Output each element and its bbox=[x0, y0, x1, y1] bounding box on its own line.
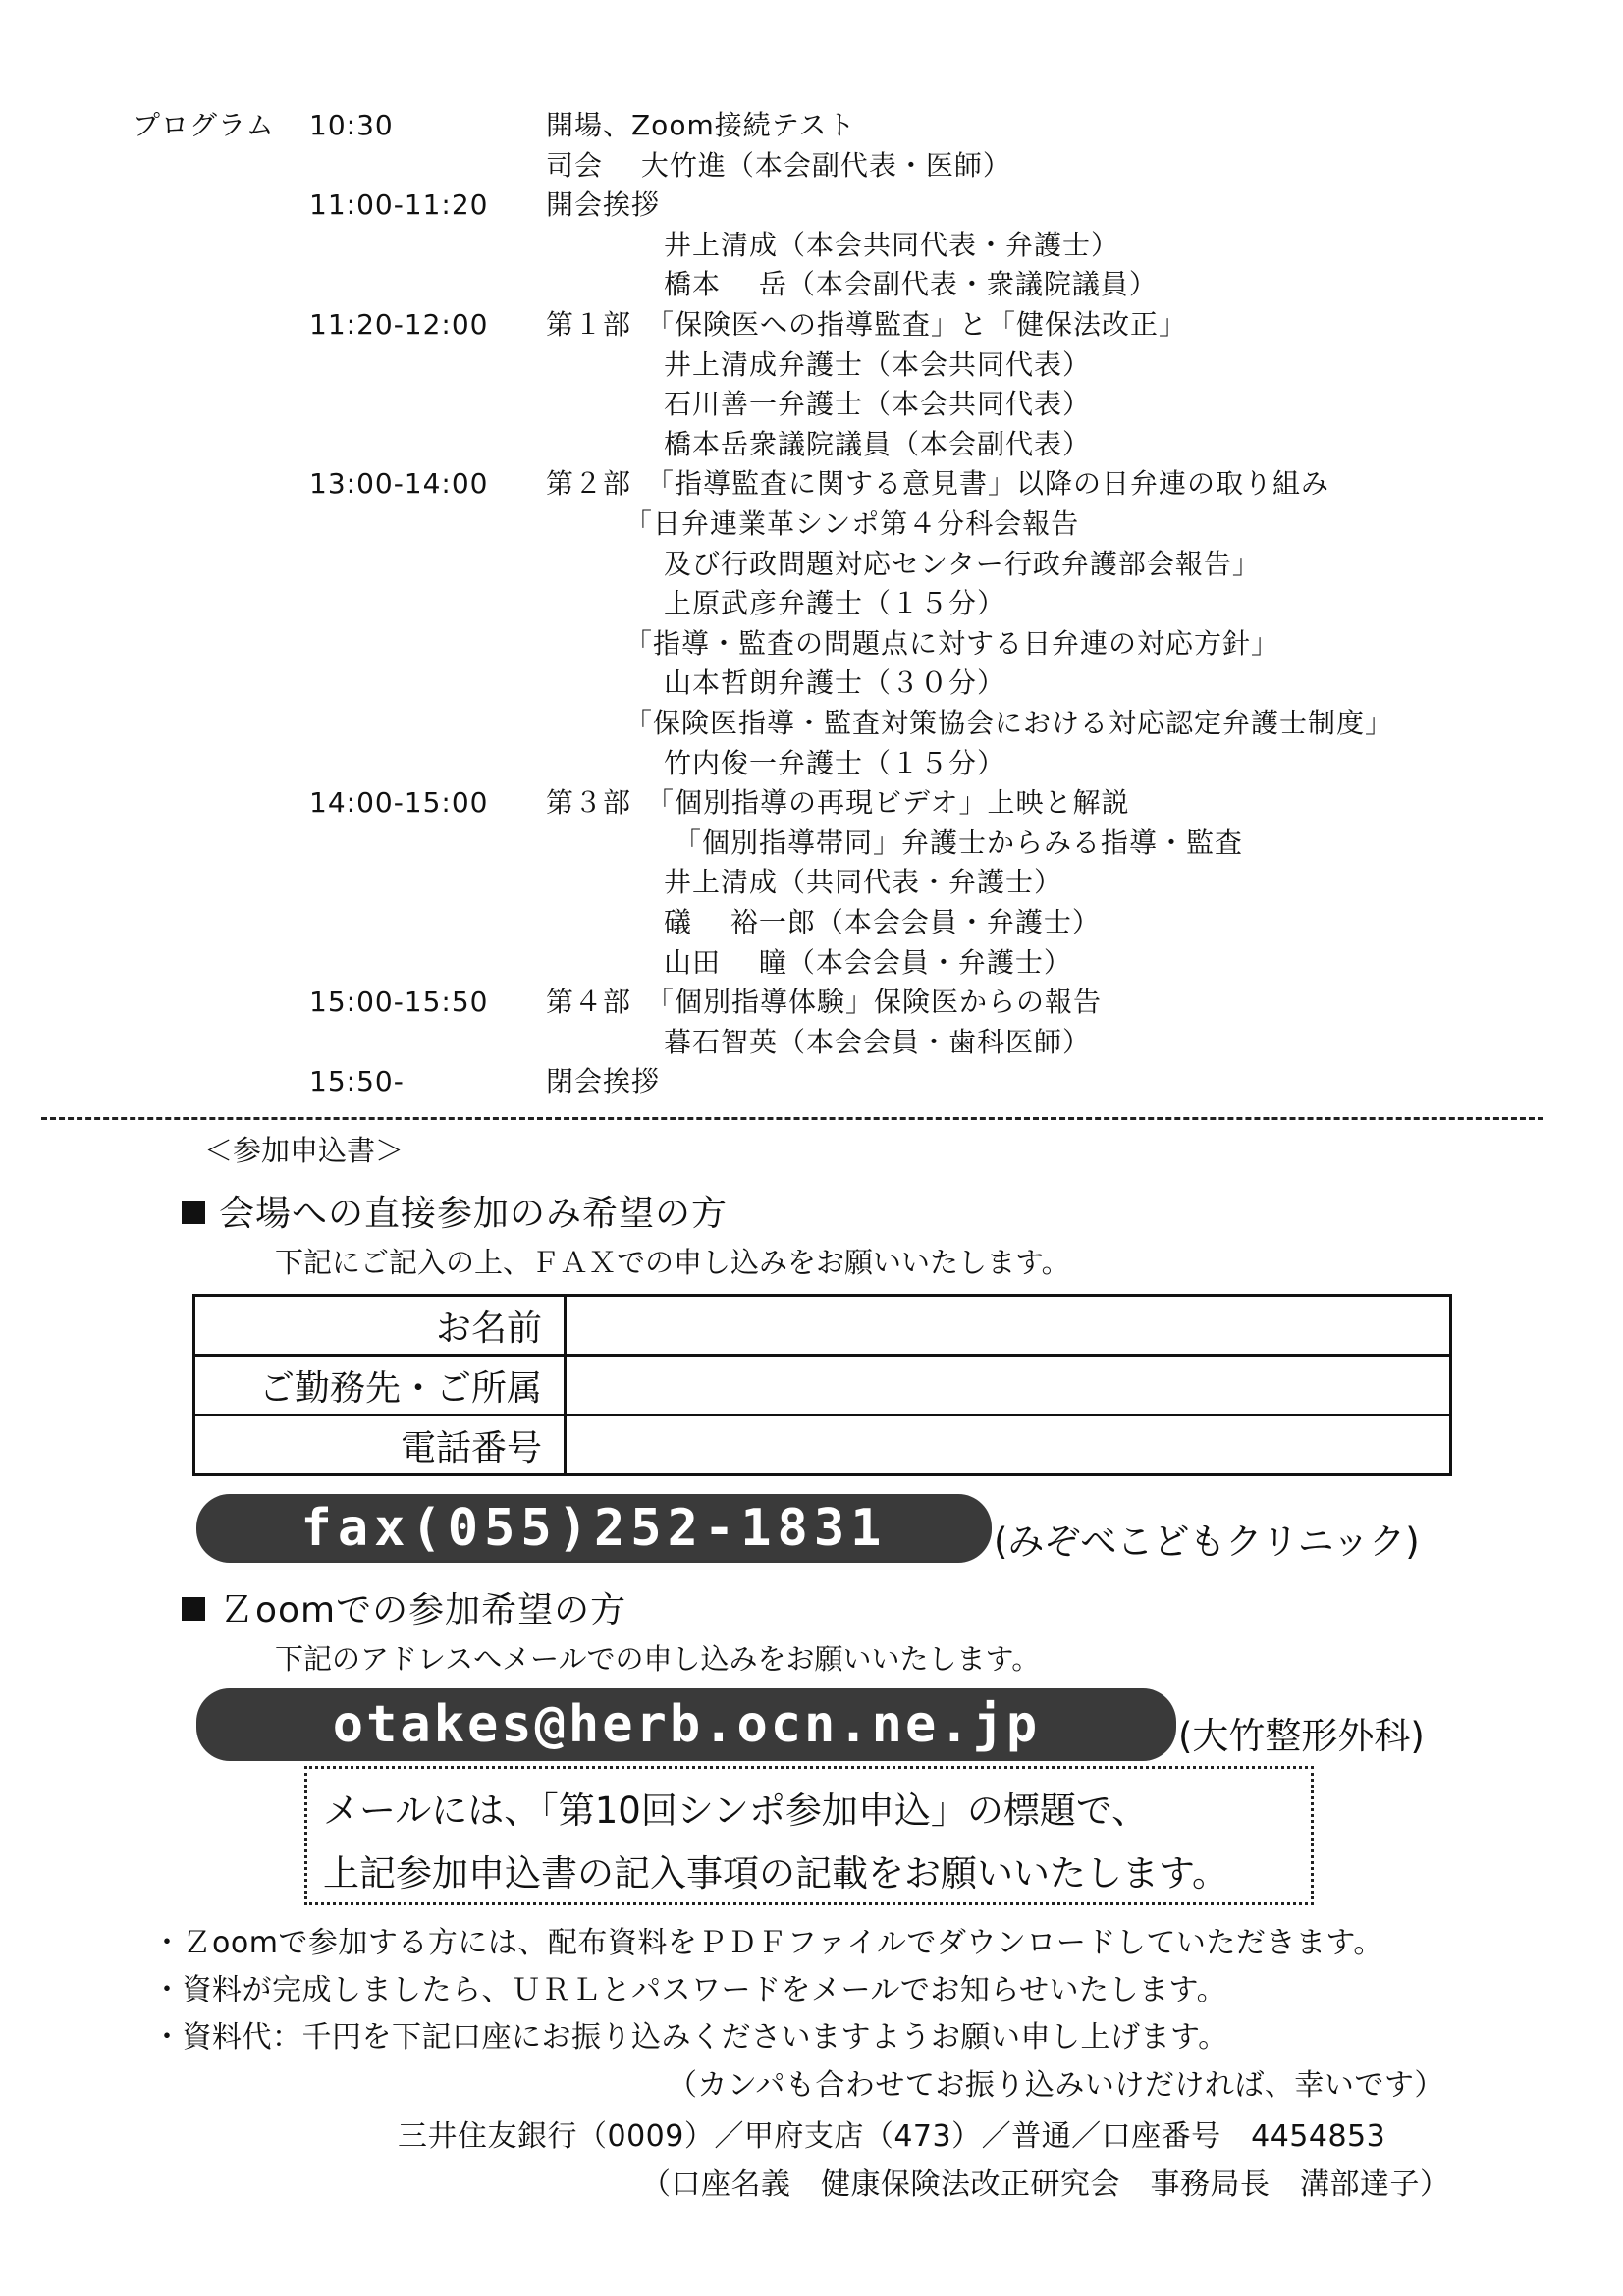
email-note: (大竹整形外科) bbox=[1178, 1715, 1425, 1757]
field-input-phone[interactable] bbox=[566, 1415, 1451, 1475]
zoom-instruction: 下記のアドレスへメールでの申し込みをお願いいたします。 bbox=[275, 1642, 1041, 1676]
zoom-heading-text: Ｚoomでの参加希望の方 bbox=[219, 1590, 627, 1630]
form-row-affiliation bbox=[194, 1356, 1451, 1415]
note-kampa: （カンパも合わせてお振り込みいけだければ、幸いです） bbox=[668, 2068, 1444, 2103]
note-pdf-download: ・Ｚoomで参加する方には、配布資料をＰＤＦファイルでダウンロードしていただきます。 bbox=[152, 1926, 1383, 1960]
program-time: 15:50- bbox=[309, 1065, 405, 1097]
square-bullet-icon bbox=[182, 1597, 205, 1621]
venue-instruction: 下記にご記入の上、ＦＡＸでの申し込みをお願いいたします。 bbox=[275, 1246, 1070, 1279]
field-label-name: お名前 bbox=[194, 1296, 566, 1356]
field-label-phone: 電話番号 bbox=[194, 1415, 566, 1475]
fax-note: (みぞべこどもクリニック) bbox=[994, 1521, 1420, 1563]
program-time: 13:00-14:00 bbox=[309, 467, 489, 500]
mail-instruction-box bbox=[304, 1766, 1314, 1905]
form-row-phone bbox=[194, 1415, 1451, 1475]
field-input-name[interactable] bbox=[566, 1296, 1451, 1356]
program-item: 第２部 「指導監査に関する意見書」以降の日弁連の取り組み bbox=[546, 467, 1330, 500]
program-time: 11:20-12:00 bbox=[309, 308, 489, 341]
form-row-name bbox=[194, 1296, 1451, 1356]
program-item: 井上清成弁護士（本会共同代表） bbox=[664, 348, 1092, 381]
account-holder: （口座名義 健康保険法改正研究会 事務局長 溝部達子） bbox=[641, 2167, 1450, 2202]
dashed-divider bbox=[41, 1117, 1543, 1120]
program-item: 井上清成（本会共同代表・弁護士） bbox=[664, 229, 1120, 261]
mail-note-line2: 上記参加申込書の記入事項の記載をお願いいたします。 bbox=[323, 1852, 1229, 1895]
bank-account: 三井住友銀行（0009）／甲府支店（473）／普通／口座番号 4454853 bbox=[398, 2119, 1386, 2154]
program-item: 「保険医指導・監査対策協会における対応認定弁護士制度」 bbox=[624, 707, 1394, 739]
program-time: 11:00-11:20 bbox=[309, 188, 489, 221]
program-item: 第３部 「個別指導の再現ビデオ」上映と解説 bbox=[546, 786, 1130, 819]
fax-number-badge: fax(055)252-1831 bbox=[196, 1494, 992, 1563]
program-item: 橋本 岳（本会副代表・衆議院議員） bbox=[664, 268, 1158, 300]
program-item: 上原武彦弁護士（１５分） bbox=[664, 587, 1006, 619]
program-item: 閉会挨拶 bbox=[546, 1065, 661, 1097]
program-time: 15:00-15:50 bbox=[309, 986, 489, 1018]
program-item: 第４部 「個別指導体験」保険医からの報告 bbox=[546, 986, 1103, 1018]
program-time: 10:30 bbox=[309, 109, 394, 141]
program-item: 「指導・監査の問題点に対する日弁連の対応方針」 bbox=[624, 627, 1280, 660]
field-input-affiliation[interactable] bbox=[566, 1356, 1451, 1415]
zoom-heading bbox=[182, 1582, 626, 1632]
mail-note-line1: メールには、「第10回シンポ参加申込」の標題で、 bbox=[323, 1789, 1149, 1832]
program-label: プログラム bbox=[133, 109, 275, 141]
program-item: 橋本岳衆議院議員（本会副代表） bbox=[664, 428, 1092, 460]
venue-heading bbox=[182, 1186, 728, 1236]
program-item: 開場、Zoom接続テスト bbox=[546, 109, 856, 141]
form-title: ＜参加申込書＞ bbox=[204, 1134, 405, 1167]
program-item: 暮石智英（本会会員・歯科医師） bbox=[664, 1026, 1092, 1058]
program-item: 井上清成（共同代表・弁護士） bbox=[664, 866, 1063, 898]
email-address-badge[interactable]: otakes@herb.ocn.ne.jp bbox=[196, 1688, 1176, 1761]
program-item: 竹内俊一弁護士（１５分） bbox=[664, 747, 1006, 779]
program-item: 石川善一弁護士（本会共同代表） bbox=[664, 388, 1092, 420]
program-item: 開会挨拶 bbox=[546, 188, 661, 221]
application-form-table bbox=[192, 1294, 1452, 1476]
program-time: 14:00-15:00 bbox=[309, 786, 489, 819]
note-fee: ・資料代：千円を下記口座にお振り込みくださいますようお願い申し上げます。 bbox=[152, 2020, 1228, 2055]
program-item: 司会 大竹進（本会副代表・医師） bbox=[546, 149, 1011, 182]
square-bullet-icon bbox=[182, 1201, 205, 1224]
program-item: 「個別指導帯同」弁護士からみる指導・監査 bbox=[674, 827, 1244, 859]
note-url-password: ・資料が完成しましたら、ＵＲＬとパスワードをメールでお知らせいたします。 bbox=[152, 1973, 1227, 2007]
venue-heading-text: 会場への直接参加のみ希望の方 bbox=[219, 1194, 729, 1234]
program-item: 「日弁連業革シンポ第４分科会報告 bbox=[624, 507, 1080, 540]
program-item: 山田 瞳（本会会員・弁護士） bbox=[664, 946, 1072, 979]
program-item: 及び行政問題対応センター行政弁護部会報告」 bbox=[664, 548, 1261, 580]
program-item: 山本哲朗弁護士（３０分） bbox=[664, 667, 1006, 699]
program-item: 第１部 「保険医への指導監査」と「健保法改正」 bbox=[546, 308, 1188, 341]
program-item: 礒 裕一郎（本会会員・弁護士） bbox=[664, 906, 1101, 938]
field-label-affiliation: ご勤務先・ご所属 bbox=[194, 1356, 566, 1415]
